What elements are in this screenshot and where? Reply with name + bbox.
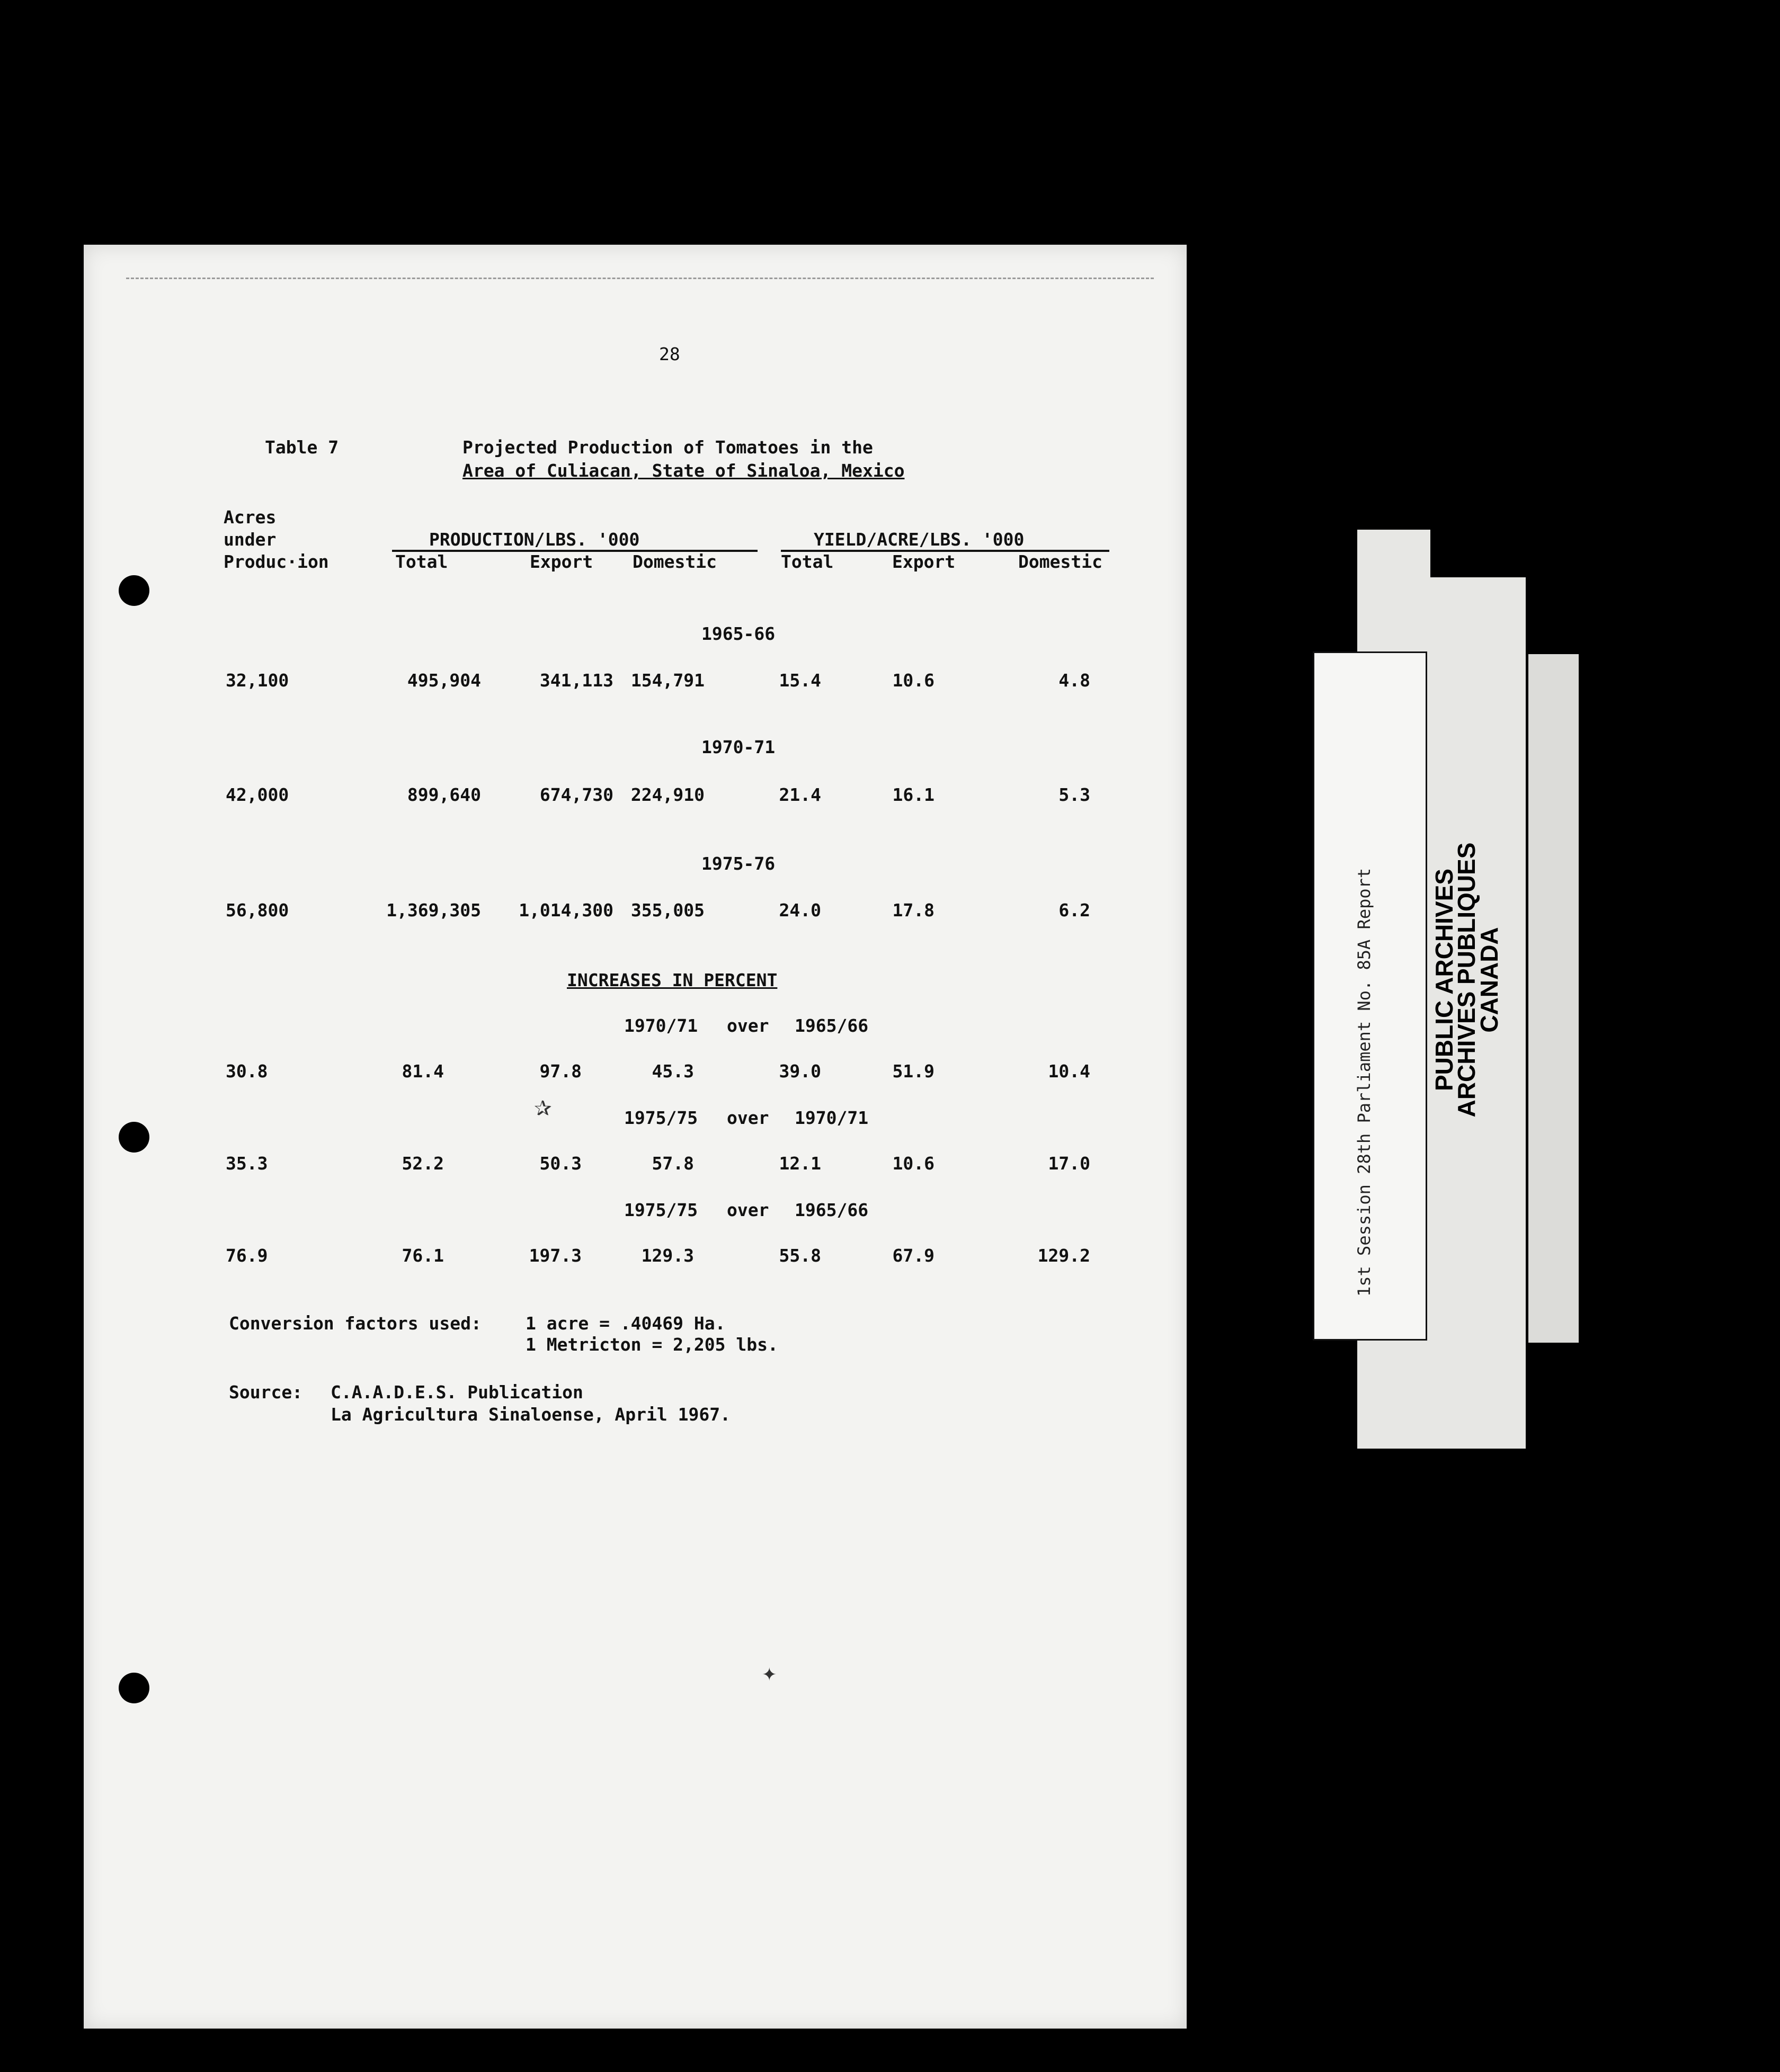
cell-prod-total: 899,640 [407, 784, 481, 805]
cell-prod-export: 97.8 [539, 1061, 582, 1082]
acres-header-1: Acres [224, 507, 277, 528]
archives-label-card [1313, 651, 1427, 1341]
label-card-notch [1430, 530, 1526, 577]
source-label: Source: [229, 1382, 303, 1403]
cell-acres: 35.3 [226, 1153, 268, 1174]
cell-prod-total: 495,904 [407, 670, 481, 691]
col-yield-total: Total [781, 551, 834, 572]
cell-yield-export: 67.9 [892, 1245, 934, 1266]
session-label: 1st Session 28th Parliament No. 85A Report [1354, 868, 1374, 1297]
source-publication: C.A.A.D.E.S. Publication [331, 1382, 583, 1403]
col-yield-export: Export [892, 551, 956, 572]
cell-prod-domestic: 57.8 [652, 1153, 694, 1174]
archives-line-2: ARCHIVES PUBLIQUES [1453, 842, 1481, 1118]
punch-hole [119, 1673, 149, 1703]
cell-yield-total: 12.1 [779, 1153, 821, 1174]
col-prod-domestic: Domestic [633, 551, 717, 572]
period-label: 1970-71 [701, 737, 776, 757]
cell-yield-domestic: 6.2 [1058, 900, 1090, 921]
comparison-over: over [727, 1015, 769, 1036]
source-title: La Agricultura Sinaloense, April 1967. [331, 1404, 731, 1425]
cell-yield-total: 55.8 [779, 1245, 821, 1266]
cell-prod-export: 50.3 [539, 1153, 582, 1174]
comparison-to: 1970/71 [795, 1108, 869, 1128]
cell-prod-domestic: 224,910 [630, 784, 705, 805]
ink-smudge: ✰ [534, 1096, 552, 1121]
col-prod-export: Export [530, 551, 593, 572]
cell-prod-domestic: 45.3 [652, 1061, 694, 1082]
document-page [84, 245, 1187, 2029]
col-prod-total: Total [395, 551, 448, 572]
production-group-header: PRODUCTION/LBS. '000 [429, 529, 640, 550]
period-label: 1975-76 [701, 853, 776, 874]
cell-yield-export: 10.6 [892, 670, 934, 691]
cell-yield-total: 39.0 [779, 1061, 821, 1082]
archives-stamp [1430, 810, 1503, 1149]
cell-yield-total: 15.4 [779, 670, 821, 691]
archives-line-1: PUBLIC ARCHIVES [1430, 869, 1458, 1091]
comparison-over: over [727, 1200, 769, 1220]
cell-prod-total: 1,369,305 [386, 900, 481, 921]
page-number: 28 [659, 344, 680, 364]
comparison-over: over [727, 1108, 769, 1128]
conversion-acre: 1 acre = .40469 Ha. [526, 1313, 726, 1334]
cell-yield-domestic: 10.4 [1048, 1061, 1090, 1082]
cell-prod-domestic: 129.3 [641, 1245, 694, 1266]
comparison-from: 1975/75 [624, 1200, 698, 1220]
cell-prod-domestic: 154,791 [630, 670, 705, 691]
top-divider [126, 278, 1154, 279]
acres-header-3: Produc·ion [224, 551, 329, 572]
increases-heading: INCREASES IN PERCENT [567, 970, 778, 990]
cell-prod-total: 76.1 [402, 1245, 444, 1266]
label-card-strip [1528, 654, 1579, 1343]
cell-yield-export: 51.9 [892, 1061, 934, 1082]
cell-prod-total: 52.2 [402, 1153, 444, 1174]
cell-yield-domestic: 4.8 [1058, 670, 1090, 691]
punch-hole [119, 1122, 149, 1153]
table-title-line2: Area of Culiacan, State of Sinaloa, Mexico [462, 460, 905, 481]
comparison-from: 1970/71 [624, 1015, 698, 1036]
comparison-from: 1975/75 [624, 1108, 698, 1128]
cell-prod-export: 197.3 [529, 1245, 582, 1266]
col-yield-domestic: Domestic [1018, 551, 1102, 572]
acres-header-2: under [224, 529, 277, 550]
cell-prod-export: 1,014,300 [519, 900, 613, 921]
cell-acres: 42,000 [226, 784, 289, 805]
cell-acres: 30.8 [226, 1061, 268, 1082]
cell-yield-export: 16.1 [892, 784, 934, 805]
period-label: 1965-66 [701, 623, 776, 644]
archives-line-3: CANADA [1475, 927, 1503, 1033]
table-title-line1: Projected Production of Tomatoes in the [462, 437, 873, 458]
cell-yield-domestic: 5.3 [1058, 784, 1090, 805]
cell-yield-domestic: 129.2 [1037, 1245, 1090, 1266]
cell-prod-export: 341,113 [539, 670, 613, 691]
cell-acres: 32,100 [226, 670, 289, 691]
cell-yield-total: 21.4 [779, 784, 821, 805]
cell-acres: 56,800 [226, 900, 289, 921]
cell-acres: 76.9 [226, 1245, 268, 1266]
punch-hole [119, 575, 149, 606]
yield-group-header: YIELD/ACRE/LBS. '000 [814, 529, 1025, 550]
conversion-label: Conversion factors used: [229, 1313, 482, 1334]
cell-yield-domestic: 17.0 [1048, 1153, 1090, 1174]
cell-prod-domestic: 355,005 [630, 900, 705, 921]
cell-yield-export: 10.6 [892, 1153, 934, 1174]
conversion-metricton: 1 Metricton = 2,205 lbs. [526, 1334, 778, 1355]
cell-yield-export: 17.8 [892, 900, 934, 921]
comparison-to: 1965/66 [795, 1015, 869, 1036]
comparison-to: 1965/66 [795, 1200, 869, 1220]
cell-prod-total: 81.4 [402, 1061, 444, 1082]
ink-smudge: ✦ [762, 1664, 777, 1685]
cell-yield-total: 24.0 [779, 900, 821, 921]
cell-prod-export: 674,730 [539, 784, 613, 805]
table-label: Table 7 [265, 437, 339, 458]
